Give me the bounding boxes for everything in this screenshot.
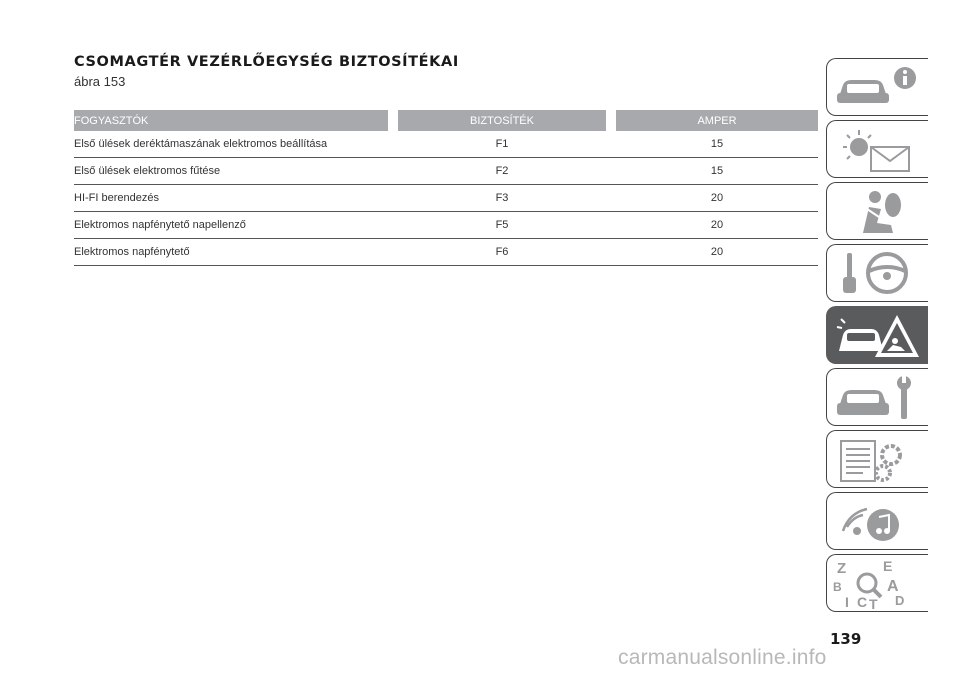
table-row bbox=[74, 185, 818, 212]
table-row bbox=[74, 212, 818, 239]
index-letter: A bbox=[887, 578, 899, 595]
amper-cell: 20 bbox=[616, 212, 818, 239]
consumer-cell: Első ülések elektromos fűtése bbox=[74, 158, 388, 185]
tab-emergency[interactable] bbox=[826, 306, 928, 364]
car-maintenance-icon bbox=[833, 373, 923, 423]
index-icon bbox=[833, 559, 923, 609]
tab-vehicle-info[interactable] bbox=[826, 58, 928, 116]
technical-data-icon bbox=[833, 435, 923, 485]
consumer-cell: Elektromos napfénytető bbox=[74, 239, 388, 266]
table-row bbox=[74, 239, 818, 266]
tab-starting-driving[interactable] bbox=[826, 244, 928, 302]
tab-technical-data[interactable] bbox=[826, 430, 928, 488]
warning-lights-icon bbox=[833, 125, 923, 175]
index-letter: I bbox=[845, 594, 849, 609]
tab-multimedia[interactable] bbox=[826, 492, 928, 550]
index-letter: E bbox=[883, 559, 893, 574]
column-header-fuse: BIZTOSÍTÉK bbox=[398, 110, 606, 131]
column-header-consumers: FOGYASZTÓK bbox=[74, 110, 388, 131]
car-info-icon bbox=[833, 63, 923, 113]
tab-safety[interactable] bbox=[826, 182, 928, 240]
column-header-amper: AMPER bbox=[616, 110, 818, 131]
amper-cell: 20 bbox=[616, 239, 818, 266]
amper-cell: 15 bbox=[616, 131, 818, 158]
tab-index[interactable] bbox=[826, 554, 928, 612]
index-letter: Z bbox=[837, 560, 847, 577]
consumer-cell: Elektromos napfénytető napellenző bbox=[74, 212, 388, 239]
multimedia-icon bbox=[833, 497, 923, 547]
amper-cell: 15 bbox=[616, 158, 818, 185]
fuse-cell: F1 bbox=[398, 131, 606, 158]
figure-reference: ábra 153 bbox=[74, 74, 126, 89]
tab-warning-lights[interactable] bbox=[826, 120, 928, 178]
page-title: CSOMAGTÉR VEZÉRLŐEGYSÉG BIZTOSÍTÉKAI bbox=[74, 54, 459, 70]
index-letter: C bbox=[857, 594, 868, 609]
index-letter: B bbox=[833, 580, 842, 594]
fuse-cell: F5 bbox=[398, 212, 606, 239]
fuse-cell: F3 bbox=[398, 185, 606, 212]
airbag-icon bbox=[833, 187, 923, 237]
consumer-cell: Első ülések deréktámaszának elektromos beállítása bbox=[74, 131, 388, 158]
table-header-row bbox=[74, 110, 818, 131]
table-row bbox=[74, 131, 818, 158]
table-row bbox=[74, 158, 818, 185]
steering-wheel-icon bbox=[833, 249, 923, 299]
index-letter: D bbox=[895, 593, 905, 608]
index-letter: T bbox=[869, 596, 878, 609]
amper-cell: 20 bbox=[616, 185, 818, 212]
emergency-icon bbox=[833, 311, 923, 361]
fuse-cell: F2 bbox=[398, 158, 606, 185]
page-number: 139 bbox=[830, 630, 862, 648]
watermark: carmanualsonline.info bbox=[618, 646, 827, 669]
fuse-table bbox=[74, 110, 818, 266]
fuse-cell: F6 bbox=[398, 239, 606, 266]
consumer-cell: HI-FI berendezés bbox=[74, 185, 388, 212]
tab-maintenance[interactable] bbox=[826, 368, 928, 426]
